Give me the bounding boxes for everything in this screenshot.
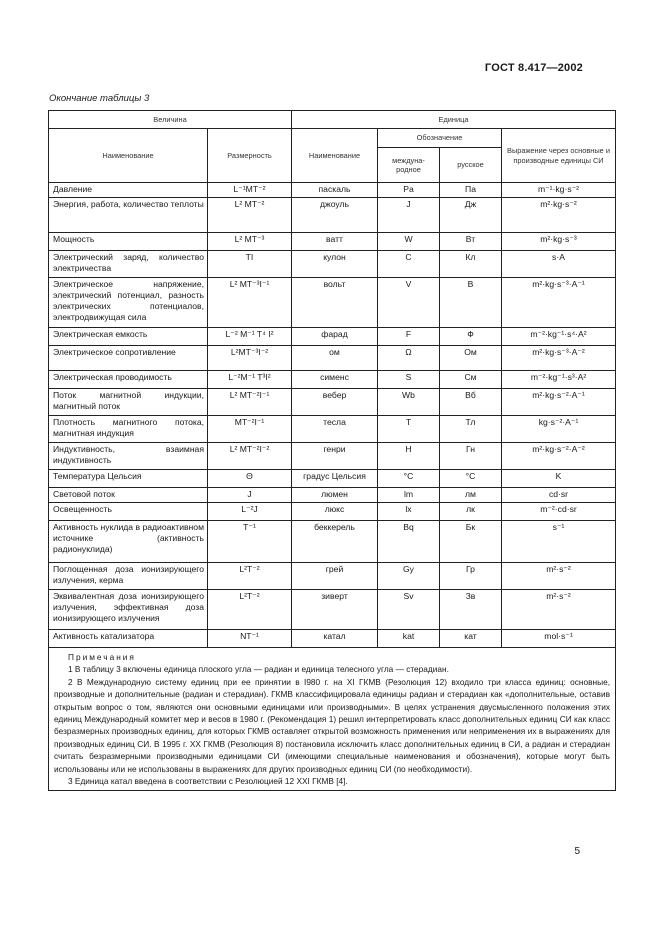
table-caption: Окончание таблицы 3 bbox=[49, 93, 150, 104]
name-cell: Электрическое сопротивление bbox=[49, 346, 208, 371]
note-item: 3 Единица катал введена в соответствии с Резолюцией 12 XXI ГКМВ [4]. bbox=[68, 776, 348, 787]
rus-symbol-cell: лк bbox=[440, 503, 502, 521]
dimension-cell: L⁻¹MT⁻² bbox=[208, 183, 292, 198]
unit-name-cell: вольт bbox=[292, 278, 378, 328]
table-row bbox=[49, 443, 616, 470]
expression-cell: mol·s⁻¹ bbox=[502, 630, 616, 648]
expression-cell: cd·sr bbox=[502, 488, 616, 503]
rus-symbol-cell: Кл bbox=[440, 251, 502, 278]
rus-symbol-cell: Ом bbox=[440, 346, 502, 371]
expression-cell: m⁻²·kg⁻¹·s⁴·A² bbox=[502, 328, 616, 346]
name-cell: Освещенность bbox=[49, 503, 208, 521]
intl-symbol-cell: Ω bbox=[378, 346, 440, 371]
intl-symbol-cell: W bbox=[378, 233, 440, 251]
name-cell: Индуктивность, взаимная индуктивность bbox=[49, 443, 208, 470]
unit-name-cell: вебер bbox=[292, 389, 378, 416]
rus-symbol-cell: Тл bbox=[440, 416, 502, 443]
intl-symbol-cell: lm bbox=[378, 488, 440, 503]
name-cell: Поглощенная доза ионизирующего излучения, керма bbox=[49, 563, 208, 590]
name-cell: Мощность bbox=[49, 233, 208, 251]
table-row bbox=[49, 488, 616, 503]
rus-symbol-cell: Дж bbox=[440, 198, 502, 233]
header-unit: Единица bbox=[292, 111, 616, 129]
table-row bbox=[49, 630, 616, 648]
unit-name-cell: люмен bbox=[292, 488, 378, 503]
page-number: 5 bbox=[574, 846, 580, 857]
dimension-cell: L² MT⁻² bbox=[208, 198, 292, 233]
rus-symbol-cell: Па bbox=[440, 183, 502, 198]
intl-symbol-cell: Bq bbox=[378, 521, 440, 563]
unit-name-cell: градус Цельсия bbox=[292, 470, 378, 488]
expression-cell: K bbox=[502, 470, 616, 488]
expression-cell: s·A bbox=[502, 251, 616, 278]
unit-name-cell: генри bbox=[292, 443, 378, 470]
name-cell: Поток магнитной индукции, магнитный поток bbox=[49, 389, 208, 416]
name-cell: Электрическая емкость bbox=[49, 328, 208, 346]
unit-name-cell: грей bbox=[292, 563, 378, 590]
unit-name-cell: беккерель bbox=[292, 521, 378, 563]
name-cell: Энергия, работа, количество теплоты bbox=[49, 198, 208, 233]
table-row bbox=[49, 251, 616, 278]
rus-symbol-cell: Гн bbox=[440, 443, 502, 470]
table-row bbox=[49, 328, 616, 346]
unit-name-cell: люкс bbox=[292, 503, 378, 521]
rus-symbol-cell: См bbox=[440, 371, 502, 389]
expression-cell: m²·s⁻² bbox=[502, 563, 616, 590]
note-item: 1 В таблицу 3 включены единица плоского угла — радиан и единица телесного угла — стерадиан. bbox=[68, 664, 449, 675]
name-cell: Активность нуклида в радиоактивном источнике (активность радионуклида) bbox=[49, 521, 208, 563]
dimension-cell: T⁻¹ bbox=[208, 521, 292, 563]
dimension-cell: L²T⁻² bbox=[208, 563, 292, 590]
table-row bbox=[49, 233, 616, 251]
intl-symbol-cell: J bbox=[378, 198, 440, 233]
notes-cell bbox=[49, 648, 616, 791]
table-row bbox=[49, 521, 616, 563]
table-row bbox=[49, 563, 616, 590]
dimension-cell: J bbox=[208, 488, 292, 503]
unit-name-cell: ом bbox=[292, 346, 378, 371]
unit-name-cell: катал bbox=[292, 630, 378, 648]
rus-symbol-cell: Зв bbox=[440, 590, 502, 630]
header-international: междуна-родное bbox=[378, 148, 440, 183]
name-cell: Эквивалентная доза ионизирующего излучения, эффективная доза ионизирующего излучения bbox=[49, 590, 208, 630]
header-expression: Выражение через основные и производные единицы СИ bbox=[502, 129, 616, 183]
expression-cell: m²·kg·s⁻³ bbox=[502, 233, 616, 251]
name-cell: Электрический заряд, количество электричества bbox=[49, 251, 208, 278]
expression-cell: m²·kg·s⁻²·A⁻¹ bbox=[502, 389, 616, 416]
name-cell: Плотность магнитного потока, магнитная индукция bbox=[49, 416, 208, 443]
intl-symbol-cell: C bbox=[378, 251, 440, 278]
dimension-cell: L²MT⁻³I⁻² bbox=[208, 346, 292, 371]
rus-symbol-cell: Ф bbox=[440, 328, 502, 346]
table-row bbox=[49, 198, 616, 233]
dimension-cell: L²T⁻² bbox=[208, 590, 292, 630]
notes-row bbox=[49, 648, 616, 791]
header-designation: Обозначение bbox=[378, 129, 502, 148]
header-quantity: Величина bbox=[49, 111, 292, 129]
unit-name-cell: зиверт bbox=[292, 590, 378, 630]
name-cell: Давление bbox=[49, 183, 208, 198]
header-dimension: Размерность bbox=[208, 129, 292, 183]
name-cell: Световой поток bbox=[49, 488, 208, 503]
dimension-cell: L² MT⁻³ bbox=[208, 233, 292, 251]
intl-symbol-cell: Sv bbox=[378, 590, 440, 630]
intl-symbol-cell: S bbox=[378, 371, 440, 389]
name-cell: Электрическое напряжение, электрический потенциал, разность электрических потенциалов, электродвижущая сила bbox=[49, 278, 208, 328]
header-unit-name: Наименование bbox=[292, 129, 378, 183]
intl-symbol-cell: V bbox=[378, 278, 440, 328]
rus-symbol-cell: В bbox=[440, 278, 502, 328]
expression-cell: s⁻¹ bbox=[502, 521, 616, 563]
rus-symbol-cell: Вт bbox=[440, 233, 502, 251]
table-row bbox=[49, 183, 616, 198]
unit-name-cell: джоуль bbox=[292, 198, 378, 233]
intl-symbol-cell: T bbox=[378, 416, 440, 443]
table-row bbox=[49, 590, 616, 630]
dimension-cell: NT⁻¹ bbox=[208, 630, 292, 648]
table-row bbox=[49, 389, 616, 416]
dimension-cell: TI bbox=[208, 251, 292, 278]
expression-cell: m⁻²·kg⁻¹·s³·A² bbox=[502, 371, 616, 389]
table-row bbox=[49, 503, 616, 521]
unit-name-cell: паскаль bbox=[292, 183, 378, 198]
unit-name-cell: тесла bbox=[292, 416, 378, 443]
dimension-cell: L² MT⁻³I⁻¹ bbox=[208, 278, 292, 328]
unit-name-cell: ватт bbox=[292, 233, 378, 251]
expression-cell: m²·s⁻² bbox=[502, 590, 616, 630]
table-row bbox=[49, 278, 616, 328]
document-code: ГОСТ 8.417—2002 bbox=[484, 62, 583, 74]
units-table bbox=[48, 110, 616, 791]
table-row bbox=[49, 371, 616, 389]
intl-symbol-cell: °C bbox=[378, 470, 440, 488]
header-name: Наименование bbox=[49, 129, 208, 183]
intl-symbol-cell: Pa bbox=[378, 183, 440, 198]
note-item: 2 В Международную систему единиц при ее принятии в I980 г. на XI ГКМВ (Резолюция 12) входило три класса единиц: основные, производные и дополнительные (радиан и стерадиан). ГКМВ классифицировала единицы радиан и стерадиан как «дополнительные, оставив открытым вопрос о том, являются они основными единицами или производными». В целях устранения двусмысленного положения этих единиц Международный комитет мер и весов в 1980 г. (Рекомендация 1) решил интерпретировать класс дополнительных единиц СИ как класс безразмерных производных единиц, для которых ГКМВ оставляет открытой возможность применения или неприменения их в выражениях для производных единиц СИ. В 1995 г. XX ГКМВ (Резолюция 8) постановила исключить класс дополнительных единиц в СИ, а радиан и стерадиан считать безразмерными производными единицами СИ (имеющими специальные наименования и обозначения), которые могут быть использованы или не использованы в выражениях для других производных единиц СИ (по необходимости). bbox=[54, 676, 610, 774]
unit-name-cell: фарад bbox=[292, 328, 378, 346]
rus-symbol-cell: °C bbox=[440, 470, 502, 488]
dimension-cell: MT⁻²I⁻¹ bbox=[208, 416, 292, 443]
rus-symbol-cell: лм bbox=[440, 488, 502, 503]
table-row bbox=[49, 416, 616, 443]
name-cell: Активность катализатора bbox=[49, 630, 208, 648]
intl-symbol-cell: lx bbox=[378, 503, 440, 521]
table-row bbox=[49, 470, 616, 488]
expression-cell: m²·kg·s⁻³·A⁻² bbox=[502, 346, 616, 371]
dimension-cell: Θ bbox=[208, 470, 292, 488]
rus-symbol-cell: кат bbox=[440, 630, 502, 648]
intl-symbol-cell: F bbox=[378, 328, 440, 346]
expression-cell: m²·kg·s⁻² bbox=[502, 198, 616, 233]
intl-symbol-cell: Gy bbox=[378, 563, 440, 590]
notes-title: Примечания bbox=[68, 652, 136, 662]
dimension-cell: L⁻²M⁻¹ T³I² bbox=[208, 371, 292, 389]
expression-cell: m²·kg·s⁻²·A⁻² bbox=[502, 443, 616, 470]
name-cell: Электрическая проводимость bbox=[49, 371, 208, 389]
unit-name-cell: кулон bbox=[292, 251, 378, 278]
dimension-cell: L² MT⁻²I⁻² bbox=[208, 443, 292, 470]
rus-symbol-cell: Гр bbox=[440, 563, 502, 590]
dimension-cell: L⁻²J bbox=[208, 503, 292, 521]
rus-symbol-cell: Вб bbox=[440, 389, 502, 416]
expression-cell: m⁻¹·kg·s⁻² bbox=[502, 183, 616, 198]
intl-symbol-cell: kat bbox=[378, 630, 440, 648]
expression-cell: kg·s⁻²·A⁻¹ bbox=[502, 416, 616, 443]
name-cell: Температура Цельсия bbox=[49, 470, 208, 488]
table-row bbox=[49, 346, 616, 371]
intl-symbol-cell: H bbox=[378, 443, 440, 470]
rus-symbol-cell: Бк bbox=[440, 521, 502, 563]
intl-symbol-cell: Wb bbox=[378, 389, 440, 416]
dimension-cell: L⁻² M⁻¹ T⁴ I² bbox=[208, 328, 292, 346]
header-russian: русское bbox=[440, 148, 502, 183]
dimension-cell: L² MT⁻²I⁻¹ bbox=[208, 389, 292, 416]
unit-name-cell: сименс bbox=[292, 371, 378, 389]
expression-cell: m²·kg·s⁻³·A⁻¹ bbox=[502, 278, 616, 328]
expression-cell: m⁻²·cd·sr bbox=[502, 503, 616, 521]
